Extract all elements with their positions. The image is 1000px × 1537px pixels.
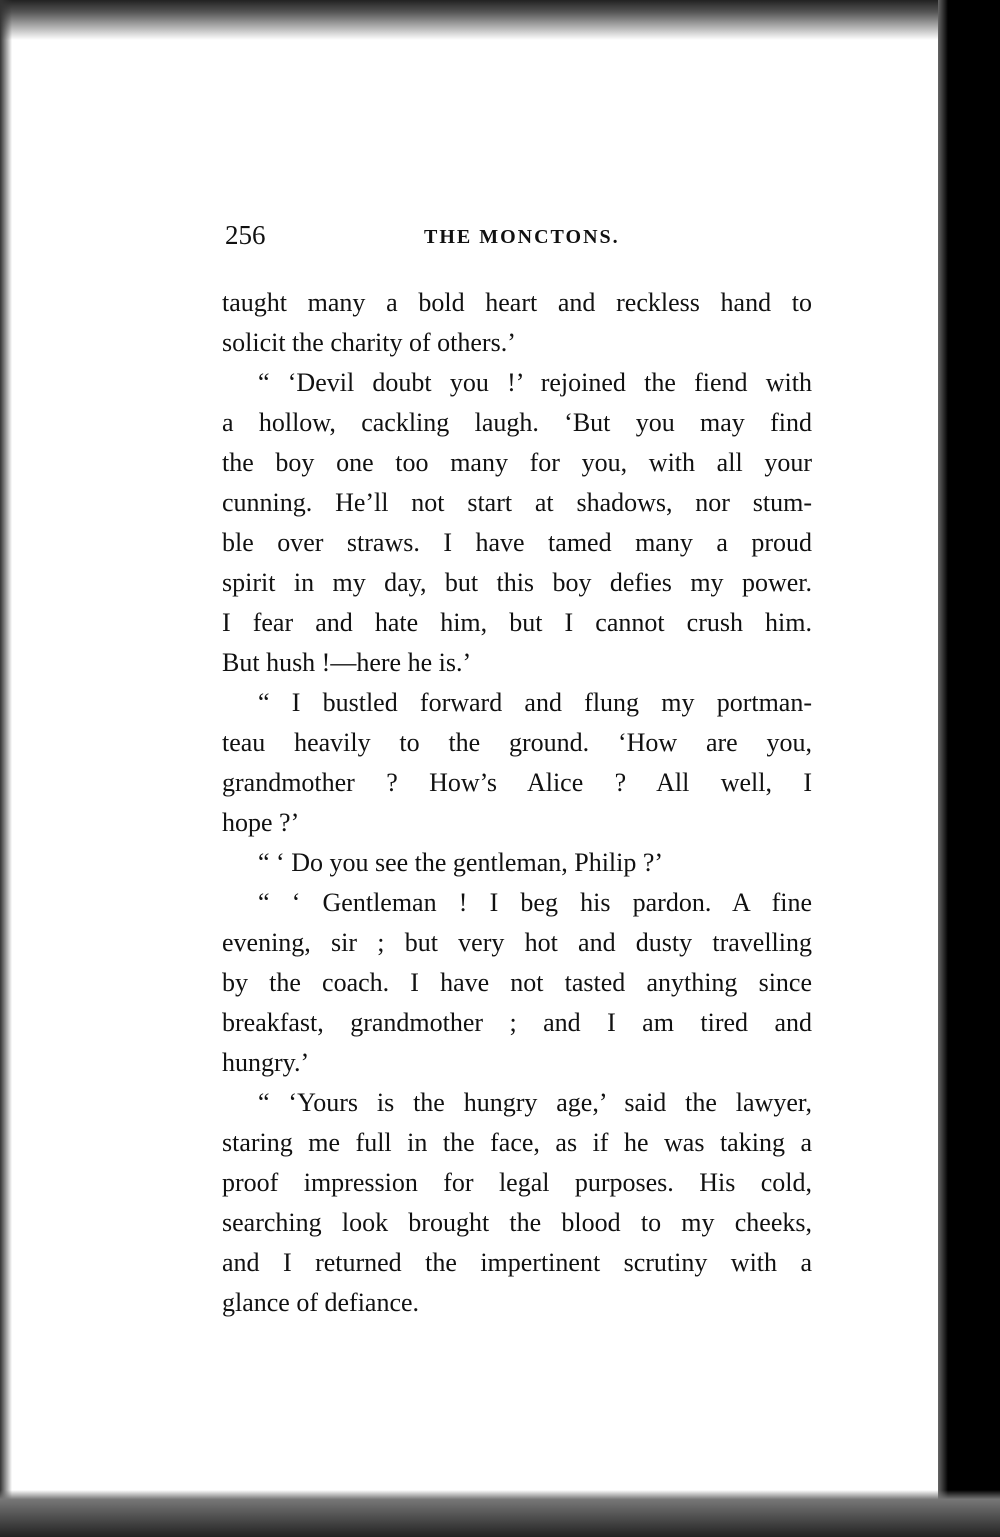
text-line: ble over straws. I have tamed many a proud [222, 528, 812, 557]
scan-edge-top [0, 0, 1000, 40]
scan-edge-left [0, 0, 12, 1537]
text-line: proof impression for legal purposes. His cold, [222, 1168, 812, 1197]
page-header [222, 220, 812, 256]
text-line: hope ?’ [222, 808, 300, 837]
text-line: searching look brought the blood to my cheeks, [222, 1208, 812, 1237]
text-line: grandmother ? How’s Alice ? All well, I [222, 768, 812, 797]
scan-edge-bottom [0, 1490, 1000, 1537]
text-line: evening, sir ; but very hot and dusty travelling [222, 928, 812, 957]
text-line: I fear and hate him, but I cannot crush him. [222, 608, 812, 637]
text-line: staring me full in the face, as if he was taking a [222, 1128, 812, 1157]
text-line: solicit the charity of others.’ [222, 328, 516, 357]
text-line: breakfast, grandmother ; and I am tired and [222, 1008, 812, 1037]
text-line: glance of defiance. [222, 1288, 420, 1317]
text-line: by the coach. I have not tasted anything since [222, 968, 812, 997]
running-title: THE MONCTONS. [424, 226, 620, 248]
text-line: “ ‘ Gentleman ! I beg his pardon. A fine [258, 888, 812, 917]
text-line: “ ‘Yours is the hungry age,’ said the lawyer, [258, 1088, 812, 1117]
page-number: 256 [225, 220, 266, 250]
text-line: “ ‘ Do you see the gentleman, Philip ?’ [258, 848, 664, 877]
text-line: cunning. He’ll not start at shadows, nor stum- [222, 488, 812, 517]
scan-edge-right [938, 0, 1000, 1537]
text-line: a hollow, cackling laugh. ‘But you may find [222, 408, 812, 437]
body-text [222, 283, 812, 1323]
text-line: “ I bustled forward and flung my portman- [258, 688, 812, 717]
text-line: and I returned the impertinent scrutiny with a [222, 1248, 812, 1277]
text-line: “ ‘Devil doubt you !’ rejoined the fiend with [258, 368, 812, 397]
text-line: hungry.’ [222, 1048, 310, 1077]
text-line: taught many a bold heart and reckless hand to [222, 288, 812, 317]
text-line: teau heavily to the ground. ‘How are you, [222, 728, 812, 757]
text-line: the boy one too many for you, with all your [222, 448, 812, 477]
text-line: But hush !—here he is.’ [222, 648, 472, 677]
text-line: spirit in my day, but this boy defies my power. [222, 568, 812, 597]
